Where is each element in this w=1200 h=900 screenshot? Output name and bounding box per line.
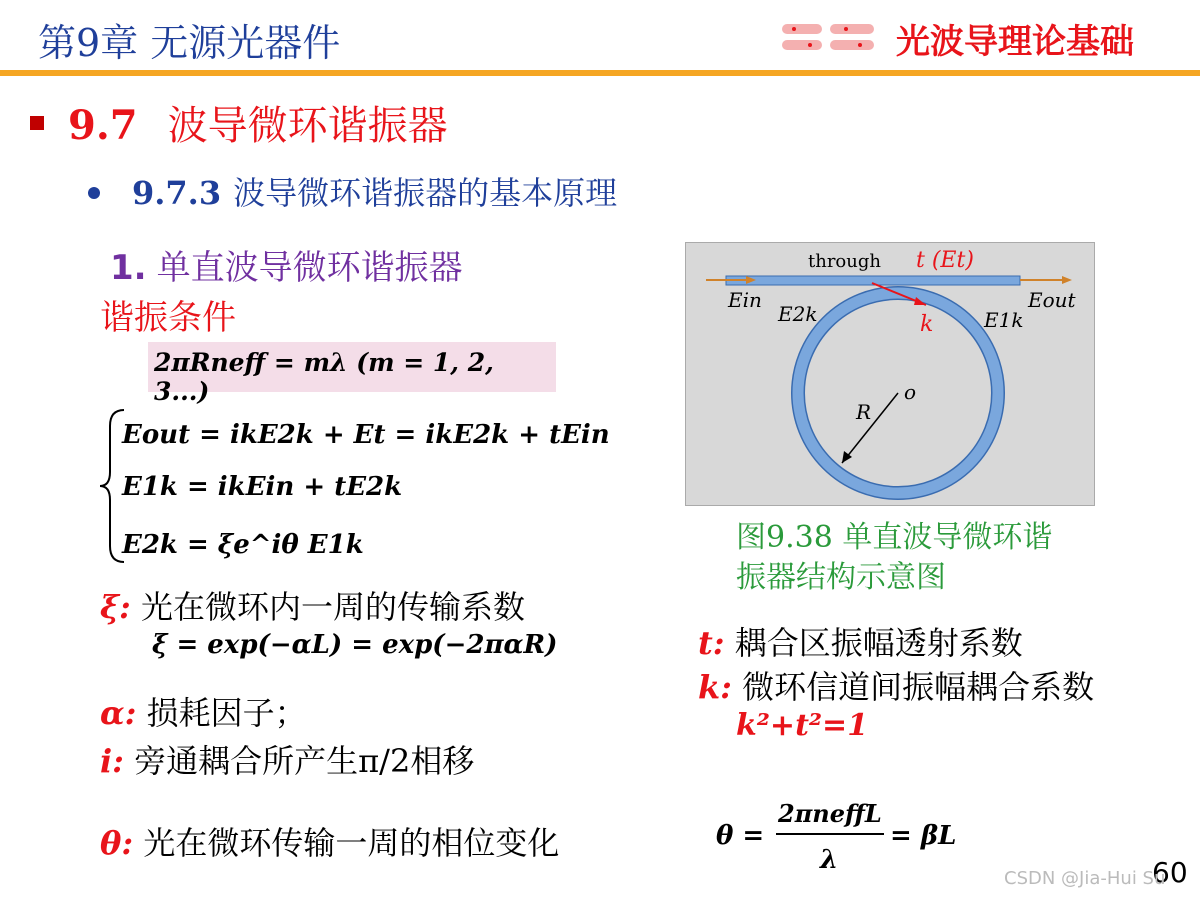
label-e1k: E1k xyxy=(984,308,1024,332)
resonance-equation: 2πRneff = mλ (m = 1, 2, 3...) xyxy=(154,348,494,406)
k-definition xyxy=(698,662,1094,708)
i-symbol: i: xyxy=(100,742,124,780)
label-e2k: E2k xyxy=(778,302,818,326)
alpha-symbol: α: xyxy=(100,694,137,732)
alpha-text: 损耗因子； xyxy=(146,694,307,732)
subsection-title-text: 波导微环谐振器的基本原理 xyxy=(233,174,618,212)
course-title: 光波导理论基础 xyxy=(896,22,1134,62)
figure-caption: 图9.38 单直波导微环谐振器结构示意图 xyxy=(736,520,1053,595)
page-number: 60 xyxy=(1152,856,1188,889)
heading-single-waveguide xyxy=(110,240,463,289)
equation-e1k: E1k = ikEin + tE2k xyxy=(122,472,403,502)
theta-symbol: θ: xyxy=(100,824,134,862)
k-text: 微环信道间振幅耦合系数 xyxy=(742,668,1095,706)
t-definition xyxy=(698,618,1023,664)
label-t: t (Et) xyxy=(916,248,974,273)
theta-eq-rhs: = βL xyxy=(890,821,957,851)
label-r: R xyxy=(856,400,872,424)
heading-number: 1. xyxy=(110,248,147,288)
theta-definition xyxy=(100,818,559,864)
section-title xyxy=(68,94,448,151)
dot-bullet-icon xyxy=(88,187,100,199)
xi-definition xyxy=(100,582,525,628)
coupling-relation: k²+t²=1 xyxy=(736,708,869,743)
alpha-definition xyxy=(100,688,307,734)
label-o: o xyxy=(904,380,917,404)
label-k: k xyxy=(920,312,934,337)
section-number: 9.7 xyxy=(68,102,138,149)
xi-equation: ξ = exp(−αL) = exp(−2παR) xyxy=(152,630,558,660)
t-symbol: t: xyxy=(698,624,725,662)
i-definition xyxy=(100,736,474,782)
theta-equation xyxy=(716,796,976,876)
label-eout: Eout xyxy=(1028,288,1076,312)
subsection-title xyxy=(132,168,617,214)
xi-text: 光在微环内一周的传输系数 xyxy=(140,588,525,626)
header-divider xyxy=(0,70,1200,76)
xi-symbol: ξ: xyxy=(100,588,131,626)
equation-eout: Eout = ikE2k + Et = ikE2k + tEin xyxy=(122,420,610,450)
square-bullet-icon xyxy=(30,116,44,130)
microring-diagram xyxy=(685,242,1095,506)
theta-text: 光在微环传输一周的相位变化 xyxy=(143,824,560,862)
chapter-title: 第9章 无源光器件 xyxy=(38,21,341,65)
section-title-text: 波导微环谐振器 xyxy=(167,103,448,149)
equation-e2k: E2k = ξe^iθ E1k xyxy=(122,530,364,560)
watermark: CSDN @Jia-Hui Su xyxy=(1004,868,1166,889)
resonance-equation-box xyxy=(148,342,556,406)
label-ein: Ein xyxy=(728,288,762,312)
label-through: through xyxy=(808,251,881,272)
theta-eq-denominator: λ xyxy=(820,845,839,875)
subsection-number: 9.7.3 xyxy=(132,174,222,212)
heading-text: 单直波导微环谐振器 xyxy=(156,248,463,288)
t-text: 耦合区振幅透射系数 xyxy=(734,624,1023,662)
i-text: 旁通耦合所产生π/2相移 xyxy=(134,742,475,780)
theta-eq-lhs: θ = xyxy=(716,821,765,851)
course-logo-icon xyxy=(780,20,880,54)
theta-eq-numerator: 2πneffL xyxy=(778,799,882,828)
k-symbol: k: xyxy=(698,668,732,706)
heading-resonance-condition: 谐振条件 xyxy=(100,298,236,338)
